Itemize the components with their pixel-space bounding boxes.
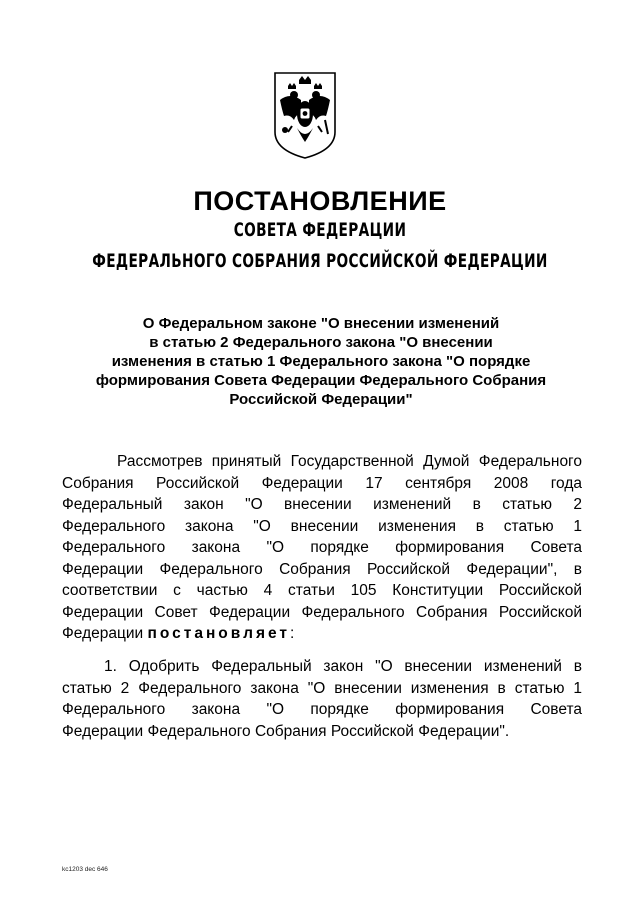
issuer-line-2: ФЕДЕРАЛЬНОГО СОБРАНИЯ РОССИЙСКОЙ ФЕДЕРАЦИИ — [92, 250, 548, 272]
body-line: Федерального закона "О порядке формирования Совета — [62, 701, 582, 718]
body-line: Федерального закона "О порядке формирования Совета — [62, 539, 582, 556]
subject-line: в статью 2 Федерального закона "О внесении — [149, 334, 493, 351]
issuer-line-1: СОВЕТА ФЕДЕРАЦИИ — [233, 219, 407, 241]
resolves-prefix: Федерации — [62, 625, 148, 642]
body-line: Федеральный закон "О внесении изменений в статью 2 — [62, 496, 582, 513]
subject-line: О Федеральном законе "О внесении изменений — [142, 315, 500, 332]
subject-line: Российской Федерации" — [229, 391, 413, 408]
body-line: 1. Одобрить Федеральный закон "О внесении изменений в — [104, 658, 582, 675]
resolves-keyword: постановляет — [147, 625, 290, 642]
document-subject — [95, 314, 547, 409]
paragraph-preamble — [62, 451, 582, 645]
body-line-resolves — [62, 623, 582, 645]
document-type-title: ПОСТАНОВЛЕНИЕ — [193, 186, 447, 216]
resolves-suffix: : — [290, 625, 295, 642]
paragraph-resolution-item-1 — [62, 656, 582, 742]
body-line: Рассмотрев принятый Государственной Думой Федерального — [117, 453, 582, 470]
body-line: соответствии с частью 4 статьи 105 Конституции Российской — [62, 582, 582, 599]
coat-of-arms-icon — [272, 70, 338, 160]
body-line: Федерального закона "О внесении изменения в статью 1 — [62, 517, 582, 535]
subject-line: изменения в статью 1 Федерального закона "О порядке — [111, 353, 531, 370]
body-line: Федерации Федерального Собрания Российской Федерации". — [62, 722, 510, 740]
subject-line: формирования Совета Федерации Федерального Собрания — [95, 372, 547, 389]
body-line: Федерации Федерального Собрания Российской Федерации", в — [62, 560, 582, 578]
body-line: Собрания Российской Федерации 17 сентября 2008 года — [62, 474, 582, 492]
body-line: Федерации Совет Федерации Федерального Собрания Российской — [62, 603, 582, 621]
footer-document-code: kc1203 dec 646 — [62, 866, 108, 873]
body-line: статью 2 Федерального закона "О внесении изменения в статью 1 — [62, 679, 582, 697]
